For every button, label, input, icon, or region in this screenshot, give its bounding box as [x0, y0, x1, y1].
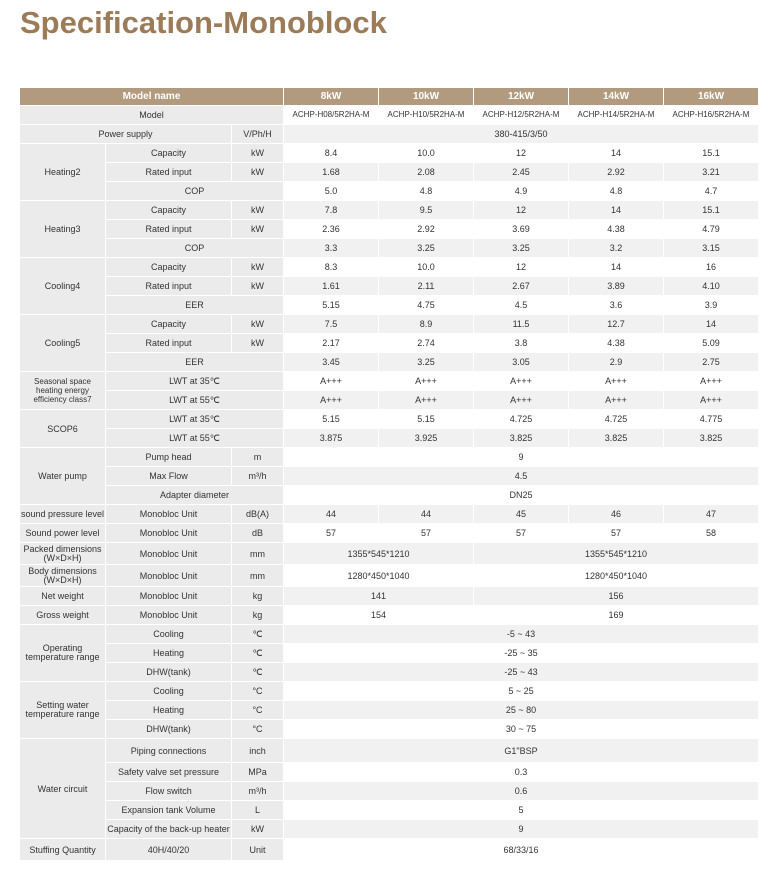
group-label: Water pump: [20, 448, 106, 505]
value-cell: -5 ~ 43: [284, 625, 759, 644]
header-capacity: 12kW: [474, 88, 569, 106]
table-row: [20, 353, 759, 372]
value-cell: A+++: [284, 372, 379, 391]
value-cell: 3.25: [379, 239, 474, 258]
value-cell: 2.08: [379, 163, 474, 182]
table-row: [20, 625, 759, 644]
row-label: Power supply: [20, 125, 232, 144]
table-row: [20, 391, 759, 410]
header-capacity: 8kW: [284, 88, 379, 106]
value-cell: 12: [474, 201, 569, 220]
value-cell: 9.5: [379, 201, 474, 220]
table-row: [20, 277, 759, 296]
value-cell: 2.36: [284, 220, 379, 239]
unit-cell: kW: [232, 258, 284, 277]
row-label: Cooling: [106, 682, 232, 701]
value-cell: 3.69: [474, 220, 569, 239]
unit-cell: kW: [232, 163, 284, 182]
value-cell: 4.9: [474, 182, 569, 201]
unit-cell: °C: [232, 682, 284, 701]
row-label: LWT at 55℃: [106, 391, 284, 410]
model-cell: ACHP-H14/5R2HA-M: [569, 106, 664, 125]
value-cell: 12.7: [569, 315, 664, 334]
value-cell: 58: [664, 524, 759, 543]
value-cell: 1280*450*1040: [284, 565, 474, 587]
value-cell: 3.925: [379, 429, 474, 448]
model-cell: ACHP-H12/5R2HA-M: [474, 106, 569, 125]
table-row: [20, 467, 759, 486]
unit-cell: Unit: [232, 839, 284, 861]
model-cell: ACHP-H08/5R2HA-M: [284, 106, 379, 125]
row-label: LWT at 35℃: [106, 410, 284, 429]
unit-cell: kW: [232, 201, 284, 220]
group-label: Cooling4: [20, 258, 106, 315]
table-row: [20, 315, 759, 334]
unit-cell: V/Ph/H: [232, 125, 284, 144]
value-cell: 30 ~ 75: [284, 720, 759, 739]
unit-cell: kW: [232, 277, 284, 296]
row-label: Capacity: [106, 144, 232, 163]
value-cell: A+++: [664, 372, 759, 391]
row-label: Rated input: [106, 220, 232, 239]
value-cell: 3.2: [569, 239, 664, 258]
table-row: [20, 524, 759, 543]
table-row: [20, 258, 759, 277]
value-cell: 2.92: [569, 163, 664, 182]
value-cell: A+++: [284, 391, 379, 410]
table-row: [20, 144, 759, 163]
value-cell: 15.1: [664, 144, 759, 163]
unit-cell: mm: [232, 565, 284, 587]
value-cell: 0.6: [284, 782, 759, 801]
value-cell: 380-415/3/50: [284, 125, 759, 144]
value-cell: A+++: [379, 391, 474, 410]
row-label: Model: [20, 106, 284, 125]
unit-cell: °C: [232, 701, 284, 720]
value-cell: 16: [664, 258, 759, 277]
table-row: [20, 565, 759, 587]
group-label: Cooling5: [20, 315, 106, 372]
value-cell: 5 ~ 25: [284, 682, 759, 701]
value-cell: 3.45: [284, 353, 379, 372]
group-label: Net weight: [20, 587, 106, 606]
value-cell: 12: [474, 258, 569, 277]
unit-cell: L: [232, 801, 284, 820]
table-row: [20, 201, 759, 220]
value-cell: 57: [569, 524, 664, 543]
header-capacity: 10kW: [379, 88, 474, 106]
table-row: [20, 372, 759, 391]
table-row: [20, 429, 759, 448]
specification-table: [19, 87, 759, 861]
row-label: Monobloc Unit: [106, 543, 232, 565]
row-label: Capacity: [106, 201, 232, 220]
value-cell: 4.38: [569, 220, 664, 239]
value-cell: A+++: [474, 391, 569, 410]
value-cell: 44: [284, 505, 379, 524]
group-label: Setting water temperature range: [20, 682, 106, 739]
value-cell: 3.875: [284, 429, 379, 448]
value-cell: 3.21: [664, 163, 759, 182]
value-cell: 4.75: [379, 296, 474, 315]
group-label: SCOP6: [20, 410, 106, 448]
value-cell: 44: [379, 505, 474, 524]
value-cell: 3.9: [664, 296, 759, 315]
row-label: Flow switch: [106, 782, 232, 801]
header-capacity: 16kW: [664, 88, 759, 106]
value-cell: 2.74: [379, 334, 474, 353]
value-cell: 25 ~ 80: [284, 701, 759, 720]
unit-cell: inch: [232, 739, 284, 763]
row-label: Capacity: [106, 315, 232, 334]
value-cell: 7.5: [284, 315, 379, 334]
value-cell: 4.38: [569, 334, 664, 353]
row-label: Heating: [106, 644, 232, 663]
value-cell: 14: [569, 201, 664, 220]
value-cell: A+++: [664, 391, 759, 410]
table-row: [20, 410, 759, 429]
table-row: [20, 448, 759, 467]
row-label: DHW(tank): [106, 663, 232, 682]
unit-cell: ℃: [232, 644, 284, 663]
table-row: [20, 163, 759, 182]
group-label: sound pressure level: [20, 505, 106, 524]
unit-cell: kg: [232, 606, 284, 625]
row-label: EER: [106, 296, 284, 315]
table-row: [20, 701, 759, 720]
value-cell: A+++: [569, 391, 664, 410]
unit-cell: kW: [232, 144, 284, 163]
value-cell: DN25: [284, 486, 759, 505]
value-cell: 5.15: [284, 410, 379, 429]
unit-cell: m: [232, 448, 284, 467]
value-cell: 57: [379, 524, 474, 543]
row-label: Rated input: [106, 277, 232, 296]
table-row: [20, 782, 759, 801]
table-row: [20, 739, 759, 763]
table-row: [20, 644, 759, 663]
group-label: Sound power level: [20, 524, 106, 543]
group-label: Body dimensions (W×D×H): [20, 565, 106, 587]
table-row: [20, 239, 759, 258]
value-cell: 47: [664, 505, 759, 524]
header-model-name: Model name: [20, 88, 284, 106]
row-label: Expansion tank Volume: [106, 801, 232, 820]
value-cell: -25 ~ 43: [284, 663, 759, 682]
model-cell: ACHP-H10/5R2HA-M: [379, 106, 474, 125]
value-cell: 3.825: [474, 429, 569, 448]
table-row: [20, 220, 759, 239]
row-label: COP: [106, 239, 284, 258]
table-row: [20, 801, 759, 820]
value-cell: 1355*545*1210: [284, 543, 474, 565]
value-cell: 4.8: [569, 182, 664, 201]
row-label: Heating: [106, 701, 232, 720]
group-label: Water circuit: [20, 739, 106, 839]
model-cell: ACHP-H16/5R2HA-M: [664, 106, 759, 125]
value-cell: 141: [284, 587, 474, 606]
table-row: [20, 606, 759, 625]
value-cell: 3.8: [474, 334, 569, 353]
table-row: [20, 106, 759, 125]
value-cell: 11.5: [474, 315, 569, 334]
value-cell: 4.10: [664, 277, 759, 296]
row-label: DHW(tank): [106, 720, 232, 739]
unit-cell: °C: [232, 720, 284, 739]
unit-cell: m³/h: [232, 467, 284, 486]
value-cell: 3.825: [569, 429, 664, 448]
row-label: Safety valve set pressure: [106, 763, 232, 782]
value-cell: 1280*450*1040: [474, 565, 759, 587]
unit-cell: kg: [232, 587, 284, 606]
value-cell: -25 ~ 35: [284, 644, 759, 663]
table-row: [20, 839, 759, 861]
row-label: Monobloc Unit: [106, 606, 232, 625]
value-cell: 3.825: [664, 429, 759, 448]
value-cell: 2.92: [379, 220, 474, 239]
unit-cell: kW: [232, 820, 284, 839]
row-label: Monobloc Unit: [106, 524, 232, 543]
value-cell: 3.25: [474, 239, 569, 258]
value-cell: 57: [474, 524, 569, 543]
value-cell: 7.8: [284, 201, 379, 220]
table-row: [20, 682, 759, 701]
value-cell: 10.0: [379, 144, 474, 163]
value-cell: 2.67: [474, 277, 569, 296]
value-cell: 4.725: [474, 410, 569, 429]
value-cell: 0.3: [284, 763, 759, 782]
table-row: [20, 820, 759, 839]
row-label: LWT at 35℃: [106, 372, 284, 391]
value-cell: 5.0: [284, 182, 379, 201]
value-cell: 3.3: [284, 239, 379, 258]
group-label: Heating3: [20, 201, 106, 258]
row-label: EER: [106, 353, 284, 372]
row-label: Pump head: [106, 448, 232, 467]
table-row: [20, 334, 759, 353]
row-label: Adapter diameter: [106, 486, 284, 505]
unit-cell: MPa: [232, 763, 284, 782]
table-row: [20, 296, 759, 315]
value-cell: 5: [284, 801, 759, 820]
unit-cell: mm: [232, 543, 284, 565]
unit-cell: dB: [232, 524, 284, 543]
value-cell: 14: [664, 315, 759, 334]
value-cell: 4.8: [379, 182, 474, 201]
group-label: Gross weight: [20, 606, 106, 625]
value-cell: 8.3: [284, 258, 379, 277]
value-cell: 2.75: [664, 353, 759, 372]
value-cell: G1"BSP: [284, 739, 759, 763]
value-cell: 4.79: [664, 220, 759, 239]
value-cell: 4.7: [664, 182, 759, 201]
value-cell: 14: [569, 258, 664, 277]
value-cell: 3.6: [569, 296, 664, 315]
row-label: Piping connections: [106, 739, 232, 763]
table-row: [20, 720, 759, 739]
row-label: 40H/40/20: [106, 839, 232, 861]
table-row: [20, 543, 759, 565]
value-cell: 2.17: [284, 334, 379, 353]
table-row: [20, 763, 759, 782]
value-cell: 9: [284, 448, 759, 467]
value-cell: 3.15: [664, 239, 759, 258]
row-label: Rated input: [106, 163, 232, 182]
value-cell: 4.775: [664, 410, 759, 429]
unit-cell: ℃: [232, 625, 284, 644]
group-label: Heating2: [20, 144, 106, 201]
value-cell: 1.68: [284, 163, 379, 182]
value-cell: 154: [284, 606, 474, 625]
table-row: [20, 486, 759, 505]
value-cell: A+++: [379, 372, 474, 391]
value-cell: 2.9: [569, 353, 664, 372]
value-cell: 57: [284, 524, 379, 543]
table-row: [20, 587, 759, 606]
group-label: Seasonal space heating energy efficiency class7: [20, 372, 106, 410]
table-row: [20, 182, 759, 201]
table-row: [20, 125, 759, 144]
value-cell: A+++: [569, 372, 664, 391]
page-title: Specification-Monoblock: [20, 5, 387, 40]
value-cell: 2.11: [379, 277, 474, 296]
value-cell: 5.09: [664, 334, 759, 353]
value-cell: 169: [474, 606, 759, 625]
value-cell: A+++: [474, 372, 569, 391]
unit-cell: dB(A): [232, 505, 284, 524]
value-cell: 8.4: [284, 144, 379, 163]
row-label: Monobloc Unit: [106, 587, 232, 606]
group-label: Stuffing Quantity: [20, 839, 106, 861]
value-cell: 45: [474, 505, 569, 524]
value-cell: 3.05: [474, 353, 569, 372]
value-cell: 4.725: [569, 410, 664, 429]
value-cell: 15.1: [664, 201, 759, 220]
value-cell: 5.15: [284, 296, 379, 315]
unit-cell: kW: [232, 220, 284, 239]
row-label: Monobloc Unit: [106, 565, 232, 587]
row-label: COP: [106, 182, 284, 201]
row-label: Cooling: [106, 625, 232, 644]
row-label: Rated input: [106, 334, 232, 353]
row-label: LWT at 55℃: [106, 429, 284, 448]
unit-cell: ℃: [232, 663, 284, 682]
value-cell: 10.0: [379, 258, 474, 277]
value-cell: 8.9: [379, 315, 474, 334]
header-capacity: 14kW: [569, 88, 664, 106]
row-label: Max Flow: [106, 467, 232, 486]
value-cell: 9: [284, 820, 759, 839]
value-cell: 68/33/16: [284, 839, 759, 861]
value-cell: 5.15: [379, 410, 474, 429]
row-label: Capacity of the back-up heater: [106, 820, 232, 839]
row-label: Capacity: [106, 258, 232, 277]
value-cell: 4.5: [474, 296, 569, 315]
value-cell: 1.61: [284, 277, 379, 296]
table-row: [20, 505, 759, 524]
value-cell: 46: [569, 505, 664, 524]
value-cell: 12: [474, 144, 569, 163]
value-cell: 156: [474, 587, 759, 606]
unit-cell: kW: [232, 334, 284, 353]
header-row: [20, 88, 759, 106]
value-cell: 1355*545*1210: [474, 543, 759, 565]
value-cell: 14: [569, 144, 664, 163]
value-cell: 4.5: [284, 467, 759, 486]
row-label: Monobloc Unit: [106, 505, 232, 524]
group-label: Packed dimensions (W×D×H): [20, 543, 106, 565]
value-cell: 3.25: [379, 353, 474, 372]
unit-cell: kW: [232, 315, 284, 334]
unit-cell: m³/h: [232, 782, 284, 801]
value-cell: 2.45: [474, 163, 569, 182]
table-row: [20, 663, 759, 682]
group-label: Operating temperature range: [20, 625, 106, 682]
value-cell: 3.89: [569, 277, 664, 296]
